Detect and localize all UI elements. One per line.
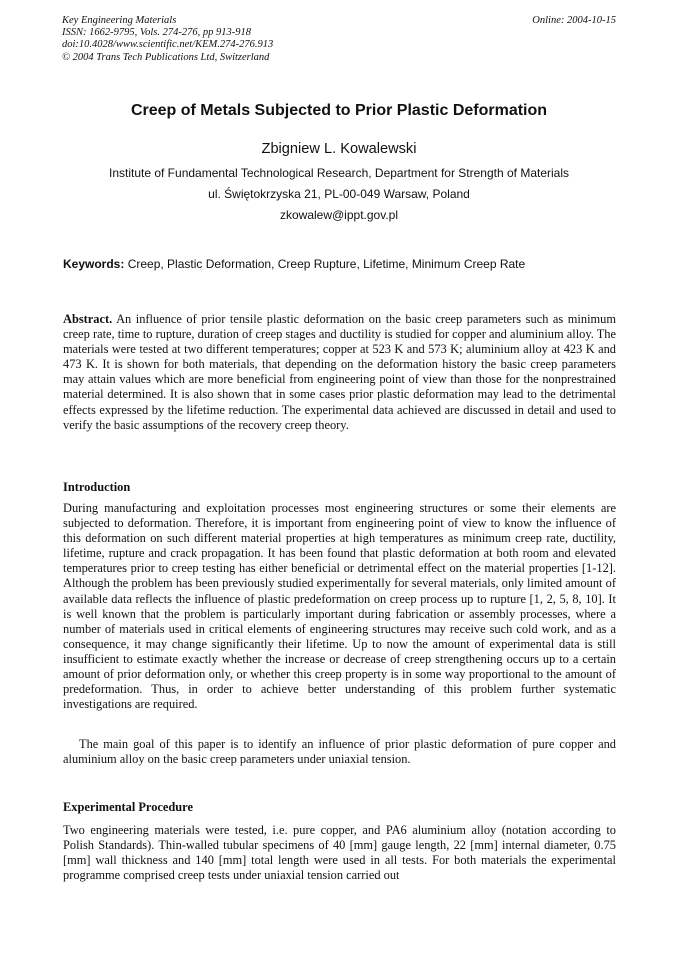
section-heading-experimental: Experimental Procedure xyxy=(63,800,193,814)
keywords-line xyxy=(63,257,616,272)
author-institute: Institute of Fundamental Technological Research, Department for Strength of Materials xyxy=(108,166,570,180)
introduction-paragraph-2: The main goal of this paper is to identify an influence of prior plastic deformation of pure copper and aluminium alloy on the basic creep parameters under uniaxial tension. xyxy=(63,737,616,767)
abstract-label: Abstract. xyxy=(63,312,113,326)
abstract-text: An influence of prior tensile plastic deformation on the basic creep parameters such as minimum creep rate, time to rupture, duration of creep stages and ductility is studied for copper and aluminium alloy. The materials were tested at two different temperatures; copper at 523 K and 573 K; aluminium alloy at 423 K and 473 K. It is shown for both materials, that depending on the deformation history the basic creep parameters may attain values which are more beneficial from engineering point of view than those for the nonprestrained material determined. It is also shown that in some cases prior plastic deformation may lead to the detrimental effects expressed by the lifetime reduction. The experimental data achieved are discussed in detail and used to verify the basic assumptions of the recovery creep theory. xyxy=(63,312,616,432)
journal-issn: ISSN: 1662-9795, Vols. 274-276, pp 913-918 xyxy=(62,27,251,39)
introduction-paragraph-1: During manufacturing and exploitation processes most engineering structures or some their elements are subjected to deformation. Therefore, it is important from engineering point of view to know the influence of this deformation on such different material properties at high temperatures as minimum creep rate, ductility, lifetime, rupture and crack propagation. It has been found that plastic deformation at both room and elevated temperatures prior to creep testing has either beneficial or detrimental effect on the material properties [1-12]. Although the problem has been previously studied experimentally for several materials, only limited amount of available data reflects the influence of plastic predeformation on creep process up to rupture [1, 2, 5, 8, 10]. It is well known that the problem is particularly important during fabrication or assembly processes, where a number of materials used in critical elements of engineering structures may receive such cold work, and as a consequence, it may change significantly their lifetime. Up to now the amount of experimental data is still insufficient to estimate exactly whether the increase or decrease of creep strengthening occurs up to a certain amount of prior deformation only, or whether this creep property is in some way proportional to the amount of predeformation. Thus, in order to achieve better understanding of this problem further systematic investigations are required. xyxy=(63,501,616,712)
journal-header xyxy=(62,15,273,64)
paper-author: Zbigniew L. Kowalewski xyxy=(261,141,417,157)
online-date: Online: 2004-10-15 xyxy=(532,15,616,26)
experimental-paragraph-1: Two engineering materials were tested, i.e. pure copper, and PA6 aluminium alloy (notation according to Polish Standards). Thin-walled tubular specimens of 40 [mm] gauge length, 22 [mm] internal diameter, 0.75 [mm] wall thickness and 140 [mm] total length were used in all tests. For both materials the experimental programme comprised creep tests under uniaxial tension carried out xyxy=(63,823,616,883)
abstract-paragraph xyxy=(63,312,616,433)
section-heading-introduction: Introduction xyxy=(63,480,131,494)
journal-copyright: © 2004 Trans Tech Publications Ltd, Switzerland xyxy=(62,51,270,63)
author-email: zkowalew@ippt.gov.pl xyxy=(279,208,398,222)
author-address: ul. Świętokrzyska 21, PL-00-049 Warsaw, Poland xyxy=(208,187,470,201)
paper-title: Creep of Metals Subjected to Prior Plastic Deformation xyxy=(130,102,548,119)
keywords-label: Keywords: xyxy=(63,257,125,271)
keywords-text: Creep, Plastic Deformation, Creep Rupture, Lifetime, Minimum Creep Rate xyxy=(124,257,526,271)
journal-name: Key Engineering Materials xyxy=(62,15,177,26)
journal-doi: doi:10.4028/www.scientific.net/KEM.274-276.913 xyxy=(62,39,274,51)
